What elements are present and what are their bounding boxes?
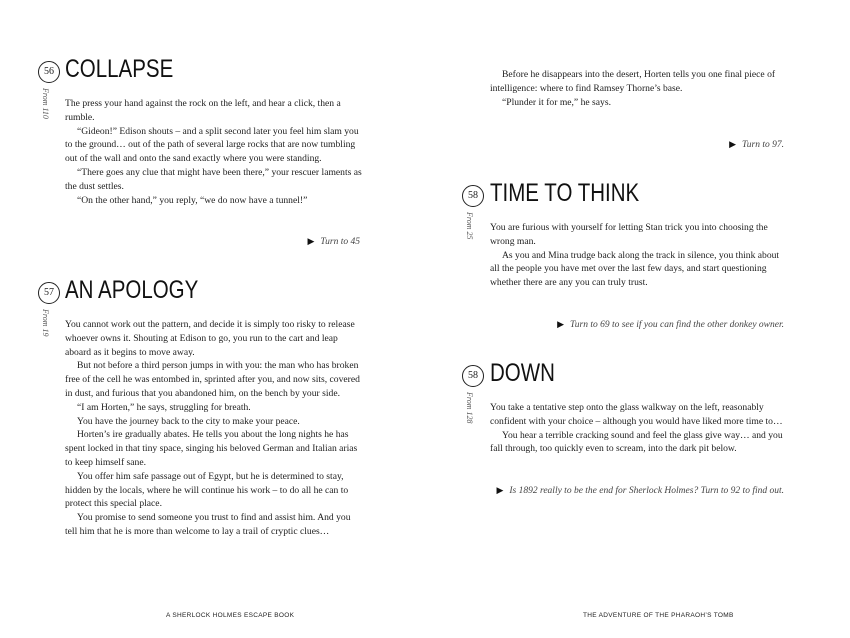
right-page — [425, 0, 850, 638]
paragraph: You offer him safe passage out of Egypt, but he is determined to stay, hidden by the locals, where he will continue his work – to do all he can to protect this special place. — [65, 470, 349, 510]
play-arrow-icon: ▶ — [729, 139, 737, 149]
section-body — [65, 97, 363, 207]
paragraph: You take a tentative step onto the glass walkway on the left, reasonably confident with your choice – although you would have liked more time to… — [490, 402, 783, 427]
paragraph: You promise to send someone you trust to find and assist him. And you tell him that he is more than welcome to lay a trail of cryptic clues… — [65, 512, 351, 537]
paragraph: The press your hand against the rock on the left, and hear a click, then a rumble. — [65, 98, 341, 123]
turn-instruction — [307, 236, 360, 247]
section-title: COLLAPSE — [65, 55, 174, 83]
turn-instruction — [496, 485, 784, 496]
page-footer: A SHERLOCK HOLMES ESCAPE BOOK — [166, 612, 295, 619]
section-number: 58 — [462, 365, 484, 387]
paragraph: Before he disappears into the desert, Horten tells you one final piece of intelligence: where to find Ramsey Thorne’s base. — [490, 69, 776, 94]
from-label: From 110 — [41, 88, 50, 119]
section-number: 58 — [462, 185, 484, 207]
section-body — [490, 221, 790, 290]
page-footer: THE ADVENTURE OF THE PHARAOH’S TOMB — [583, 612, 734, 619]
paragraph: “Plunder it for me,” he says. — [502, 96, 611, 108]
paragraph: “There goes any clue that might have been there,” your rescuer laments as the dust settles. — [65, 166, 362, 192]
section-title: DOWN — [490, 359, 555, 387]
play-arrow-icon: ▶ — [496, 485, 504, 495]
from-label: From 25 — [465, 212, 474, 240]
turn-instruction — [729, 139, 784, 150]
turn-text: Turn to 45 — [320, 237, 360, 247]
section-body — [490, 68, 790, 109]
turn-text: Turn to 97. — [742, 140, 784, 150]
paragraph: Horten’s ire gradually abates. He tells you about the long nights he has spent locked in that tiny space, singing his beloved German and Italian arias to keep himself sane. — [65, 429, 358, 468]
paragraph: “I am Horten,” he says, struggling for breath. — [77, 401, 251, 413]
turn-instruction — [557, 319, 784, 330]
section-body — [65, 318, 363, 539]
paragraph: “On the other hand,” you reply, “we do now have a tunnel!” — [77, 194, 308, 206]
paragraph: But not before a third person jumps in with you: the man who has broken free of the cell he was entombed in, sprinted after you, and now sits, covered in dust, and furious that you abandoned him, on the bench by your side. — [65, 360, 360, 399]
section-title: TIME TO THINK — [490, 179, 640, 207]
section-number: 56 — [38, 61, 60, 83]
paragraph: You cannot work out the pattern, and decide it is simply too risky to release whoever owns it. Shouting at Edison to go, you run to the cart and leap aboard as it begins to move away. — [65, 319, 355, 358]
paragraph: As you and Mina trudge back along the track in silence, you think about all the people you have met over the last few days, and start questioning whether there are any you can truly trust. — [490, 249, 780, 289]
section-title: AN APOLOGY — [65, 276, 199, 304]
paragraph: You have the journey back to the city to make your peace. — [77, 415, 300, 427]
paragraph: You hear a terrible cracking sound and feel the glass give way… and you fall through, too quickly even to scream, into the dark pit below. — [490, 429, 783, 455]
turn-text: Is 1892 really to be the end for Sherlock Holmes? Turn to 92 to find out. — [509, 486, 784, 496]
from-label: From 19 — [41, 309, 50, 337]
turn-text: Turn to 69 to see if you can find the other donkey owner. — [570, 320, 784, 330]
section-number: 57 — [38, 282, 60, 304]
section-body — [490, 401, 790, 456]
paragraph: “Gideon!” Edison shouts – and a split second later you feel him slam you to the ground… out of the path of several large rocks that are now tumbling out of the wall and onto the sand exactly where you were standing. — [65, 125, 359, 165]
from-label: From 128 — [465, 392, 474, 424]
play-arrow-icon: ▶ — [307, 236, 315, 246]
play-arrow-icon: ▶ — [557, 319, 564, 329]
paragraph: You are furious with yourself for letting Stan trick you into choosing the wrong man. — [490, 222, 768, 247]
